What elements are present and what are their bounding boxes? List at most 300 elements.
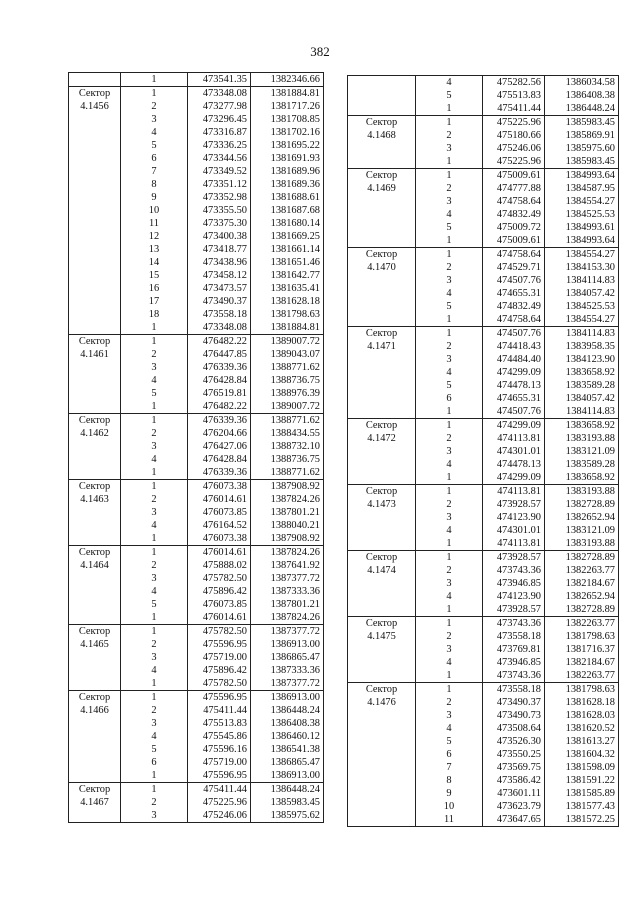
point-number-cell: 1	[416, 102, 483, 116]
point-number-cell: 5	[121, 139, 188, 152]
y-coordinate-cell: 1381651.46	[251, 256, 324, 269]
point-number-cell: 2	[121, 704, 188, 717]
x-coordinate-cell: 473601.11	[483, 787, 545, 800]
x-coordinate-cell: 473438.96	[188, 256, 251, 269]
point-number-cell: 4	[416, 366, 483, 379]
y-coordinate-cell: 1388771.62	[251, 361, 324, 374]
y-coordinate-cell: 1383589.28	[545, 379, 619, 392]
point-number-cell: 2	[416, 696, 483, 709]
y-coordinate-cell: 1383193.88	[545, 537, 619, 551]
x-coordinate-cell: 474113.81	[483, 537, 545, 551]
x-coordinate-cell: 473473.57	[188, 282, 251, 295]
x-coordinate-cell: 476428.84	[188, 374, 251, 387]
x-coordinate-cell: 475009.72	[483, 221, 545, 234]
point-number-cell: 15	[121, 269, 188, 282]
point-number-cell: 3	[416, 353, 483, 366]
y-coordinate-cell: 1383658.92	[545, 471, 619, 485]
point-number-cell: 4	[416, 524, 483, 537]
point-number-cell: 1	[416, 313, 483, 327]
point-number-cell: 4	[121, 730, 188, 743]
point-number-cell: 1	[416, 248, 483, 262]
x-coordinate-cell: 473647.65	[483, 813, 545, 827]
point-number-cell: 1	[416, 683, 483, 697]
x-coordinate-cell: 474529.71	[483, 261, 545, 274]
y-coordinate-cell: 1381572.25	[545, 813, 619, 827]
point-number-cell: 4	[416, 590, 483, 603]
y-coordinate-cell: 1386460.12	[251, 730, 324, 743]
x-coordinate-cell: 475225.96	[483, 116, 545, 130]
x-coordinate-cell: 475513.83	[483, 89, 545, 102]
point-number-cell: 2	[416, 564, 483, 577]
sector-label: Сектор	[365, 552, 398, 563]
x-coordinate-cell: 476164.52	[188, 519, 251, 532]
sector-code: 4.1461	[80, 349, 109, 360]
x-coordinate-cell: 474123.90	[483, 590, 545, 603]
x-coordinate-cell: 475411.44	[483, 102, 545, 116]
sector-label: Сектор	[365, 117, 398, 128]
sector-code: 4.1470	[367, 262, 396, 273]
x-coordinate-cell: 474758.64	[483, 195, 545, 208]
point-number-cell: 5	[416, 379, 483, 392]
x-coordinate-cell: 475596.95	[188, 769, 251, 783]
y-coordinate-cell: 1384993.64	[545, 234, 619, 248]
point-number-cell: 3	[121, 361, 188, 374]
point-number-cell: 1	[416, 485, 483, 499]
point-number-cell: 5	[121, 743, 188, 756]
x-coordinate-cell: 476073.85	[188, 506, 251, 519]
x-coordinate-cell: 475782.50	[188, 572, 251, 585]
x-coordinate-cell: 475246.06	[188, 809, 251, 823]
point-number-cell: 4	[416, 76, 483, 90]
sector-cell	[348, 327, 416, 419]
x-coordinate-cell: 473508.64	[483, 722, 545, 735]
x-coordinate-cell: 474507.76	[483, 405, 545, 419]
x-coordinate-cell: 474113.81	[483, 485, 545, 499]
x-coordinate-cell: 473490.73	[483, 709, 545, 722]
y-coordinate-cell: 1384114.83	[545, 405, 619, 419]
sector-code: 4.1473	[367, 499, 396, 510]
x-coordinate-cell: 473558.18	[483, 683, 545, 697]
point-number-cell: 3	[416, 445, 483, 458]
x-coordinate-cell: 473351.12	[188, 178, 251, 191]
point-number-cell: 7	[416, 761, 483, 774]
y-coordinate-cell: 1384153.30	[545, 261, 619, 274]
y-coordinate-cell: 1381717.26	[251, 100, 324, 113]
point-number-cell: 2	[121, 638, 188, 651]
table-row	[69, 691, 324, 705]
x-coordinate-cell: 473336.25	[188, 139, 251, 152]
point-number-cell: 8	[121, 178, 188, 191]
table-row	[348, 169, 619, 183]
x-coordinate-cell: 473490.37	[483, 696, 545, 709]
sector-cell	[348, 617, 416, 683]
point-number-cell: 1	[121, 400, 188, 414]
point-number-cell: 2	[121, 427, 188, 440]
x-coordinate-cell: 475596.95	[188, 638, 251, 651]
sector-cell	[348, 76, 416, 116]
x-coordinate-cell: 474301.01	[483, 524, 545, 537]
x-coordinate-cell: 474832.49	[483, 300, 545, 313]
point-number-cell: 14	[121, 256, 188, 269]
x-coordinate-cell: 475225.96	[483, 155, 545, 169]
sector-cell	[348, 485, 416, 551]
y-coordinate-cell: 1382652.94	[545, 590, 619, 603]
table-row	[348, 485, 619, 499]
point-number-cell: 3	[416, 643, 483, 656]
point-number-cell: 3	[416, 709, 483, 722]
y-coordinate-cell: 1381798.63	[545, 683, 619, 697]
x-coordinate-cell: 475596.16	[188, 743, 251, 756]
x-coordinate-cell: 475009.61	[483, 169, 545, 183]
point-number-cell: 1	[416, 603, 483, 617]
x-coordinate-cell: 473348.08	[188, 87, 251, 101]
sector-label: Сектор	[365, 170, 398, 181]
x-coordinate-cell: 473490.37	[188, 295, 251, 308]
y-coordinate-cell: 1387333.36	[251, 664, 324, 677]
x-coordinate-cell: 474301.01	[483, 445, 545, 458]
x-coordinate-cell: 475719.00	[188, 756, 251, 769]
point-number-cell: 1	[121, 321, 188, 335]
x-coordinate-cell: 475545.86	[188, 730, 251, 743]
x-coordinate-cell: 473550.25	[483, 748, 545, 761]
y-coordinate-cell: 1386448.24	[251, 783, 324, 797]
point-number-cell: 1	[121, 691, 188, 705]
sector-label: Сектор	[78, 481, 111, 492]
sector-code: 4.1475	[367, 631, 396, 642]
x-coordinate-cell: 473352.98	[188, 191, 251, 204]
x-coordinate-cell: 473928.57	[483, 551, 545, 565]
x-coordinate-cell: 473526.30	[483, 735, 545, 748]
y-coordinate-cell: 1387908.92	[251, 480, 324, 494]
point-number-cell: 3	[121, 809, 188, 823]
x-coordinate-cell: 473558.18	[483, 630, 545, 643]
y-coordinate-cell: 1386865.47	[251, 651, 324, 664]
x-coordinate-cell: 474478.13	[483, 379, 545, 392]
y-coordinate-cell: 1386913.00	[251, 638, 324, 651]
sector-cell	[69, 414, 121, 480]
point-number-cell: 1	[416, 551, 483, 565]
y-coordinate-cell: 1381884.81	[251, 87, 324, 101]
y-coordinate-cell: 1382728.89	[545, 603, 619, 617]
x-coordinate-cell: 473316.87	[188, 126, 251, 139]
point-number-cell: 1	[121, 769, 188, 783]
sector-code: 4.1456	[80, 101, 109, 112]
x-coordinate-cell: 474113.81	[483, 432, 545, 445]
point-number-cell: 3	[121, 113, 188, 126]
x-coordinate-cell: 476204.66	[188, 427, 251, 440]
point-number-cell: 5	[416, 89, 483, 102]
y-coordinate-cell: 1387824.26	[251, 493, 324, 506]
sector-cell	[69, 691, 121, 783]
x-coordinate-cell: 475782.50	[188, 625, 251, 639]
sector-cell	[348, 551, 416, 617]
point-number-cell: 6	[416, 392, 483, 405]
sector-cell	[348, 116, 416, 169]
point-number-cell: 3	[416, 142, 483, 155]
sector-cell	[348, 169, 416, 248]
sector-label: Сектор	[365, 618, 398, 629]
point-number-cell: 3	[121, 717, 188, 730]
point-number-cell: 11	[121, 217, 188, 230]
sector-code: 4.1464	[80, 560, 109, 571]
point-number-cell: 4	[121, 585, 188, 598]
x-coordinate-cell: 474507.76	[483, 274, 545, 287]
point-number-cell: 1	[121, 625, 188, 639]
point-number-cell: 3	[121, 651, 188, 664]
point-number-cell: 1	[121, 73, 188, 87]
x-coordinate-cell: 474123.90	[483, 511, 545, 524]
y-coordinate-cell: 1384114.83	[545, 274, 619, 287]
point-number-cell: 7	[121, 165, 188, 178]
y-coordinate-cell: 1386865.47	[251, 756, 324, 769]
point-number-cell: 1	[416, 234, 483, 248]
table-row	[348, 248, 619, 262]
x-coordinate-cell: 474777.88	[483, 182, 545, 195]
coordinates-table-left	[68, 72, 324, 823]
point-number-cell: 1	[121, 466, 188, 480]
y-coordinate-cell: 1388434.55	[251, 427, 324, 440]
point-number-cell: 1	[416, 471, 483, 485]
table-row	[69, 480, 324, 494]
point-number-cell: 1	[121, 611, 188, 625]
point-number-cell: 2	[121, 493, 188, 506]
x-coordinate-cell: 473400.38	[188, 230, 251, 243]
point-number-cell: 1	[121, 335, 188, 349]
y-coordinate-cell: 1387377.72	[251, 677, 324, 691]
point-number-cell: 3	[416, 274, 483, 287]
y-coordinate-cell: 1388771.62	[251, 414, 324, 428]
table-row	[69, 414, 324, 428]
y-coordinate-cell: 1383121.09	[545, 524, 619, 537]
x-coordinate-cell: 473769.81	[483, 643, 545, 656]
y-coordinate-cell: 1385975.62	[251, 809, 324, 823]
y-coordinate-cell: 1385983.45	[545, 155, 619, 169]
x-coordinate-cell: 475180.66	[483, 129, 545, 142]
y-coordinate-cell: 1381688.61	[251, 191, 324, 204]
y-coordinate-cell: 1388732.10	[251, 440, 324, 453]
y-coordinate-cell: 1385983.45	[545, 116, 619, 130]
y-coordinate-cell: 1381691.93	[251, 152, 324, 165]
point-number-cell: 3	[416, 577, 483, 590]
sector-code: 4.1472	[367, 433, 396, 444]
table-row	[348, 617, 619, 631]
point-number-cell: 2	[121, 559, 188, 572]
y-coordinate-cell: 1381585.89	[545, 787, 619, 800]
sector-cell	[69, 546, 121, 625]
y-coordinate-cell: 1381695.22	[251, 139, 324, 152]
y-coordinate-cell: 1387824.26	[251, 546, 324, 560]
y-coordinate-cell: 1381716.37	[545, 643, 619, 656]
x-coordinate-cell: 473418.77	[188, 243, 251, 256]
y-coordinate-cell: 1388736.75	[251, 453, 324, 466]
y-coordinate-cell: 1389043.07	[251, 348, 324, 361]
point-number-cell: 1	[416, 419, 483, 433]
x-coordinate-cell: 473277.98	[188, 100, 251, 113]
y-coordinate-cell: 1386448.24	[545, 102, 619, 116]
point-number-cell: 5	[416, 300, 483, 313]
x-coordinate-cell: 473946.85	[483, 577, 545, 590]
y-coordinate-cell: 1381702.16	[251, 126, 324, 139]
x-coordinate-cell: 476339.36	[188, 361, 251, 374]
y-coordinate-cell: 1386448.24	[251, 704, 324, 717]
table-row	[348, 419, 619, 433]
y-coordinate-cell: 1384554.27	[545, 313, 619, 327]
sector-code: 4.1467	[80, 797, 109, 808]
x-coordinate-cell: 474478.13	[483, 458, 545, 471]
point-number-cell: 1	[121, 414, 188, 428]
point-number-cell: 11	[416, 813, 483, 827]
point-number-cell: 6	[416, 748, 483, 761]
y-coordinate-cell: 1381708.85	[251, 113, 324, 126]
point-number-cell: 4	[121, 519, 188, 532]
point-number-cell: 1	[121, 677, 188, 691]
x-coordinate-cell: 475888.02	[188, 559, 251, 572]
sector-cell	[69, 73, 121, 87]
y-coordinate-cell: 1382184.67	[545, 577, 619, 590]
point-number-cell: 5	[121, 598, 188, 611]
y-coordinate-cell: 1381798.63	[251, 308, 324, 321]
x-coordinate-cell: 475896.42	[188, 664, 251, 677]
y-coordinate-cell: 1382728.89	[545, 498, 619, 511]
x-coordinate-cell: 473946.85	[483, 656, 545, 669]
x-coordinate-cell: 475225.96	[188, 796, 251, 809]
y-coordinate-cell: 1383193.88	[545, 432, 619, 445]
point-number-cell: 4	[121, 126, 188, 139]
point-number-cell: 8	[416, 774, 483, 787]
point-number-cell: 5	[416, 221, 483, 234]
x-coordinate-cell: 474655.31	[483, 287, 545, 300]
point-number-cell: 2	[416, 630, 483, 643]
sector-code: 4.1466	[80, 705, 109, 716]
x-coordinate-cell: 475782.50	[188, 677, 251, 691]
y-coordinate-cell: 1384525.53	[545, 300, 619, 313]
x-coordinate-cell: 476482.22	[188, 335, 251, 349]
x-coordinate-cell: 475596.95	[188, 691, 251, 705]
y-coordinate-cell: 1384525.53	[545, 208, 619, 221]
sector-cell	[69, 87, 121, 335]
x-coordinate-cell: 476073.38	[188, 480, 251, 494]
point-number-cell: 1	[416, 617, 483, 631]
y-coordinate-cell: 1387641.92	[251, 559, 324, 572]
point-number-cell: 3	[121, 572, 188, 585]
y-coordinate-cell: 1384057.42	[545, 287, 619, 300]
x-coordinate-cell: 473569.75	[483, 761, 545, 774]
x-coordinate-cell: 474418.43	[483, 340, 545, 353]
point-number-cell: 1	[416, 155, 483, 169]
y-coordinate-cell: 1381598.09	[545, 761, 619, 774]
sector-code: 4.1476	[367, 697, 396, 708]
page-number: 382	[310, 44, 330, 59]
point-number-cell: 1	[121, 783, 188, 797]
point-number-cell: 2	[416, 261, 483, 274]
sector-label: Сектор	[78, 784, 111, 795]
y-coordinate-cell: 1384587.95	[545, 182, 619, 195]
y-coordinate-cell: 1381620.52	[545, 722, 619, 735]
y-coordinate-cell: 1384554.27	[545, 195, 619, 208]
x-coordinate-cell: 476339.36	[188, 466, 251, 480]
y-coordinate-cell: 1386913.00	[251, 691, 324, 705]
y-coordinate-cell: 1381642.77	[251, 269, 324, 282]
point-number-cell: 4	[416, 208, 483, 221]
y-coordinate-cell: 1388976.39	[251, 387, 324, 400]
y-coordinate-cell: 1381628.18	[251, 295, 324, 308]
x-coordinate-cell: 476519.81	[188, 387, 251, 400]
point-number-cell: 3	[416, 195, 483, 208]
x-coordinate-cell: 473743.36	[483, 617, 545, 631]
x-coordinate-cell: 475513.83	[188, 717, 251, 730]
point-number-cell: 2	[121, 100, 188, 113]
x-coordinate-cell: 473349.52	[188, 165, 251, 178]
sector-label: Сектор	[365, 328, 398, 339]
sector-label: Сектор	[78, 336, 111, 347]
sector-label: Сектор	[365, 420, 398, 431]
sector-cell	[69, 783, 121, 823]
sector-label: Сектор	[78, 692, 111, 703]
table-row	[69, 73, 324, 87]
x-coordinate-cell: 476428.84	[188, 453, 251, 466]
point-number-cell: 1	[416, 537, 483, 551]
x-coordinate-cell: 473928.57	[483, 498, 545, 511]
point-number-cell: 2	[416, 432, 483, 445]
y-coordinate-cell: 1382184.67	[545, 656, 619, 669]
y-coordinate-cell: 1383658.92	[545, 366, 619, 379]
y-coordinate-cell: 1388040.21	[251, 519, 324, 532]
point-number-cell: 4	[416, 458, 483, 471]
x-coordinate-cell: 474832.49	[483, 208, 545, 221]
y-coordinate-cell: 1381628.18	[545, 696, 619, 709]
table-row	[69, 625, 324, 639]
y-coordinate-cell: 1381669.25	[251, 230, 324, 243]
point-number-cell: 1	[416, 405, 483, 419]
x-coordinate-cell: 475411.44	[188, 783, 251, 797]
point-number-cell: 1	[416, 327, 483, 341]
sector-cell	[69, 625, 121, 691]
point-number-cell: 4	[121, 664, 188, 677]
y-coordinate-cell: 1382728.89	[545, 551, 619, 565]
table-row	[348, 116, 619, 130]
x-coordinate-cell: 475719.00	[188, 651, 251, 664]
y-coordinate-cell: 1385975.60	[545, 142, 619, 155]
table-row	[348, 551, 619, 565]
y-coordinate-cell: 1389007.72	[251, 400, 324, 414]
point-number-cell: 5	[416, 735, 483, 748]
point-number-cell: 16	[121, 282, 188, 295]
x-coordinate-cell: 476014.61	[188, 611, 251, 625]
x-coordinate-cell: 474299.09	[483, 419, 545, 433]
x-coordinate-cell: 475282.56	[483, 76, 545, 90]
y-coordinate-cell: 1387801.21	[251, 598, 324, 611]
point-number-cell: 1	[121, 480, 188, 494]
y-coordinate-cell: 1388736.75	[251, 374, 324, 387]
sector-label: Сектор	[78, 626, 111, 637]
sector-code: 4.1462	[80, 428, 109, 439]
y-coordinate-cell: 1384057.42	[545, 392, 619, 405]
point-number-cell: 6	[121, 152, 188, 165]
point-number-cell: 9	[121, 191, 188, 204]
point-number-cell: 1	[416, 169, 483, 183]
point-number-cell: 4	[416, 656, 483, 669]
point-number-cell: 1	[416, 669, 483, 683]
x-coordinate-cell: 473586.42	[483, 774, 545, 787]
point-number-cell: 3	[121, 506, 188, 519]
y-coordinate-cell: 1383121.09	[545, 445, 619, 458]
sector-code: 4.1471	[367, 341, 396, 352]
x-coordinate-cell: 476339.36	[188, 414, 251, 428]
x-coordinate-cell: 474758.64	[483, 248, 545, 262]
sector-cell	[69, 480, 121, 546]
sector-code: 4.1463	[80, 494, 109, 505]
y-coordinate-cell: 1382652.94	[545, 511, 619, 524]
